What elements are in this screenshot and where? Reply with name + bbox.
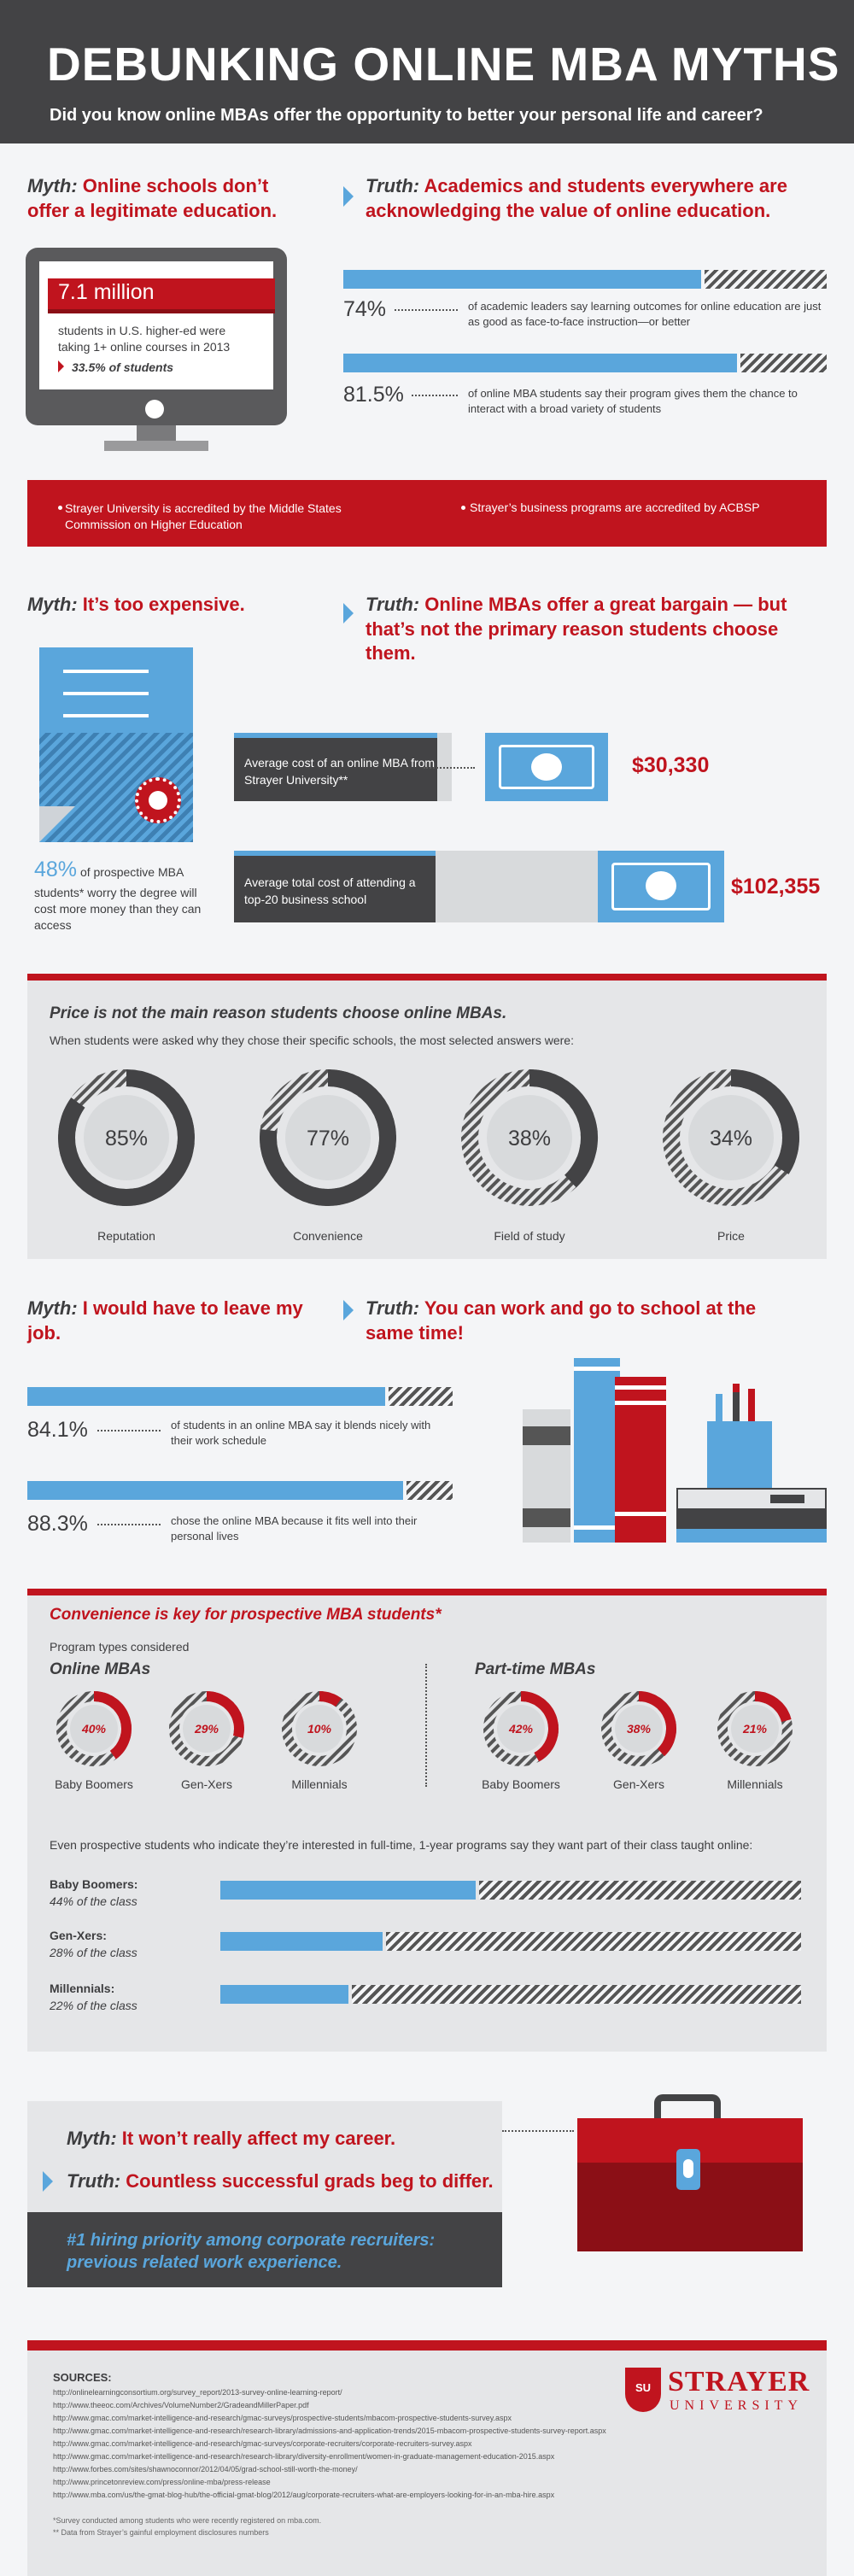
monitor-sub: 33.5% of students: [72, 360, 174, 374]
program-types-label: Program types considered: [50, 1640, 190, 1654]
truth-2: Truth: Online MBAs offer a great bargain — but that’s not the primary reason students choose them.: [366, 594, 787, 664]
reason-donut: [470, 1078, 589, 1243]
stat-bar: [343, 270, 701, 289]
accreditation-banner: [27, 480, 827, 547]
generation-label: Baby Boomers: [55, 1777, 133, 1791]
monitor-screen: [39, 261, 273, 389]
class-share-remainder: [352, 1985, 801, 2004]
stat-text: of academic leaders say learning outcomes for online education are just as good as face-to-face instruction—or better: [468, 300, 822, 328]
sources-list: [53, 2386, 634, 2502]
source-link[interactable]: http://www.gmac.com/market-intelligence-and-research/gmac-surveys/prospective-students/mbacom-prospective-students-survey.aspx: [53, 2414, 512, 2422]
generation-donut: [174, 1696, 239, 1791]
generation-donut: [287, 1696, 352, 1791]
generation-donut: [55, 1696, 133, 1791]
generation-donut: [722, 1696, 787, 1791]
generation-label: Millennials: [727, 1777, 783, 1791]
generation-pct: 21%: [742, 1722, 768, 1736]
monitor-text: students in U.S. higher-ed were taking 1+ online courses in 2013: [58, 324, 231, 354]
source-link[interactable]: http://www.gmac.com/market-intelligence-and-research/gmac-surveys/corporate-recruiters/corporate-recruiters-survey.aspx: [53, 2439, 472, 2448]
reason-label: Price: [717, 1229, 745, 1243]
truth-4: Truth: Countless successful grads beg to differ.: [67, 2170, 494, 2192]
convenience-note: Even prospective students who indicate they’re interested in full-time, 1-year programs say they want part of their class taught online:: [50, 1838, 753, 1852]
chevron-right-icon: [43, 2171, 53, 2192]
stat-text: chose the online MBA because it fits well into their personal lives: [171, 1514, 418, 1543]
stat-bar: [27, 1387, 385, 1406]
class-share-remainder: [479, 1881, 801, 1900]
monitor-stat: 7.1 million: [58, 280, 155, 304]
myth-1: Myth: Online schools don’t offer a legitimate education.: [27, 175, 278, 221]
stat-bar: [27, 1481, 403, 1500]
source-link[interactable]: http://www.gmac.com/market-intelligence-and-research/research-library/diversity-enrollment/women-in-graduate-management-education-2015.aspx: [53, 2452, 555, 2461]
page-subtitle: Did you know online MBAs offer the opportunity to better your personal life and career?: [50, 106, 763, 125]
stat-pct: 81.5%: [343, 383, 404, 407]
chevron-right-icon: [343, 603, 354, 624]
page-title: DEBUNKING ONLINE MBA MYTHS: [47, 38, 840, 91]
source-link[interactable]: http://www.princetonreview.com/press/online-mba/press-release: [53, 2478, 271, 2486]
reason-label: Reputation: [97, 1229, 155, 1243]
class-share-label: Gen-Xers: 28% of the class: [50, 1929, 137, 1960]
header-banner: [0, 0, 854, 143]
books-illustration: [523, 1358, 827, 1554]
reason-donut: [268, 1078, 388, 1243]
footnote: *Survey conducted among students who were recently registered on mba.com.: [53, 2516, 322, 2525]
source-link[interactable]: http://www.forbes.com/sites/shawnoconnor/2012/04/05/grad-school-still-worth-the-money/: [53, 2465, 358, 2474]
parttime-mbas-title: Part-time MBAs: [475, 1660, 596, 1678]
monitor-icon: [26, 248, 287, 425]
reason-pct: 38%: [507, 1127, 552, 1150]
class-share-label: Baby Boomers: 44% of the class: [50, 1877, 138, 1909]
reasons-donuts: [27, 1059, 827, 1243]
stat-pct: 84.1%: [27, 1418, 88, 1442]
generation-pct: 10%: [307, 1722, 332, 1736]
cost-label: Average cost of an online MBA from Strayer University**: [244, 756, 436, 787]
class-share-bar: [220, 1881, 476, 1900]
generation-pct: 29%: [194, 1722, 219, 1736]
reason-pct: 34%: [709, 1127, 753, 1150]
monitor-stand: [104, 441, 208, 451]
stat-bar-remainder: [740, 354, 827, 372]
source-link[interactable]: http://www.mba.com/us/the-gmat-blog-hub/the-official-gmat-blog/2012/aug/corporate-recruiters-what-are-employers-looking-for-in-an-mba-hire.aspx: [53, 2491, 555, 2499]
reasons-subtitle: When students were asked why they chose their specific schools, the most selected answers were:: [50, 1033, 574, 1047]
monitor-button: [145, 400, 164, 419]
stat-bar-remainder: [389, 1387, 453, 1406]
myth-2: Myth: It’s too expensive.: [27, 594, 245, 615]
cost-label: Average total cost of attending a top-20 business school: [244, 875, 416, 906]
stat-text: of online MBA students say their program gives them the chance to interact with a broad variety of students: [468, 387, 798, 415]
chevron-right-icon: [343, 1300, 354, 1320]
generation-pct: 42%: [508, 1722, 534, 1736]
convenience-title: Convenience is key for prospective MBA students*: [50, 1606, 442, 1624]
source-link[interactable]: http://www.gmac.com/market-intelligence-and-research/research-library/admissions-and-application-trends/2015-mbacom-prospective-students-survey-report.aspx: [53, 2427, 606, 2435]
reason-donut: [671, 1078, 791, 1243]
money-icon: [598, 851, 724, 922]
money-icon: [485, 733, 608, 801]
briefcase-icon: [577, 2094, 803, 2251]
footnote: ** Data from Strayer’s gainful employment disclosures numbers: [53, 2528, 269, 2537]
stat-bar-remainder: [705, 270, 827, 289]
hiring-priority-box: [27, 2212, 502, 2287]
cost-bar: [436, 851, 598, 922]
stat-pct: 74%: [343, 297, 387, 321]
sources-title: SOURCES:: [53, 2371, 112, 2384]
cost-label-box: [234, 851, 444, 922]
myth-4: Myth: It won’t really affect my career.: [67, 2128, 396, 2149]
reason-label: Field of study: [494, 1229, 565, 1243]
stat-bar: [343, 354, 737, 372]
reason-donut: [67, 1078, 186, 1243]
generation-donut: [606, 1696, 671, 1791]
worry-stat: 48% of prospective MBA students* worry the degree will cost more money than they can access: [34, 858, 202, 932]
class-share-bar: [220, 1985, 348, 2004]
class-share-bar: [220, 1932, 383, 1951]
reason-label: Convenience: [293, 1229, 363, 1243]
strayer-crest-icon: SU: [625, 2368, 661, 2412]
source-link[interactable]: http://onlinelearningconsortium.org/survey_report/2013-survey-online-learning-report/: [53, 2388, 342, 2397]
generation-label: Gen-Xers: [613, 1777, 664, 1791]
accreditation-item: Strayer’s business programs are accredited by ACBSP: [470, 501, 760, 514]
reason-pct: 77%: [306, 1127, 350, 1150]
cost-label-box: [234, 733, 444, 801]
generation-label: Millennials: [291, 1777, 348, 1791]
strayer-logo: STRAYER: [668, 2366, 810, 2397]
source-link[interactable]: http://www.theeoc.com/Archives/VolumeNumber2/GradeandMillerPaper.pdf: [53, 2401, 309, 2409]
generation-donuts: [27, 1683, 827, 1802]
generation-label: Baby Boomers: [482, 1777, 560, 1791]
hiring-priority: #1 hiring priority among corporate recruiters: previous related work experience.: [67, 2231, 436, 2272]
myth-3: Myth: I would have to leave my job.: [27, 1297, 303, 1344]
generation-label: Gen-Xers: [181, 1777, 232, 1791]
generation-donut: [482, 1696, 560, 1791]
reason-pct: 85%: [104, 1127, 149, 1150]
cost-amount: $30,330: [632, 753, 710, 777]
chevron-right-icon: [343, 186, 354, 207]
stat-bar-remainder: [407, 1481, 453, 1500]
truth-1: Truth: Academics and students everywhere are acknowledging the value of online education.: [366, 175, 787, 221]
reasons-title: Price is not the main reason students choose online MBAs.: [50, 1004, 507, 1022]
truth-3: Truth: You can work and go to school at the same time!: [366, 1297, 757, 1344]
generation-pct: 38%: [626, 1722, 652, 1736]
class-share-remainder: [386, 1932, 801, 1951]
class-share-label: Millennials: 22% of the class: [50, 1982, 137, 2013]
generation-pct: 40%: [81, 1722, 107, 1736]
stat-pct: 88.3%: [27, 1512, 88, 1536]
caret-icon: [58, 360, 64, 372]
strayer-logo-sub: UNIVERSITY: [670, 2398, 803, 2413]
online-mbas-title: Online MBAs: [50, 1660, 151, 1678]
accreditation-item: Strayer University is accredited by the Middle States Commission on Higher Education: [65, 501, 342, 531]
pencil-cup-icon: [707, 1421, 772, 1488]
cost-amount: $102,355: [731, 875, 821, 899]
stat-text: of students in an online MBA say it blends nicely with their work schedule: [171, 1419, 431, 1447]
